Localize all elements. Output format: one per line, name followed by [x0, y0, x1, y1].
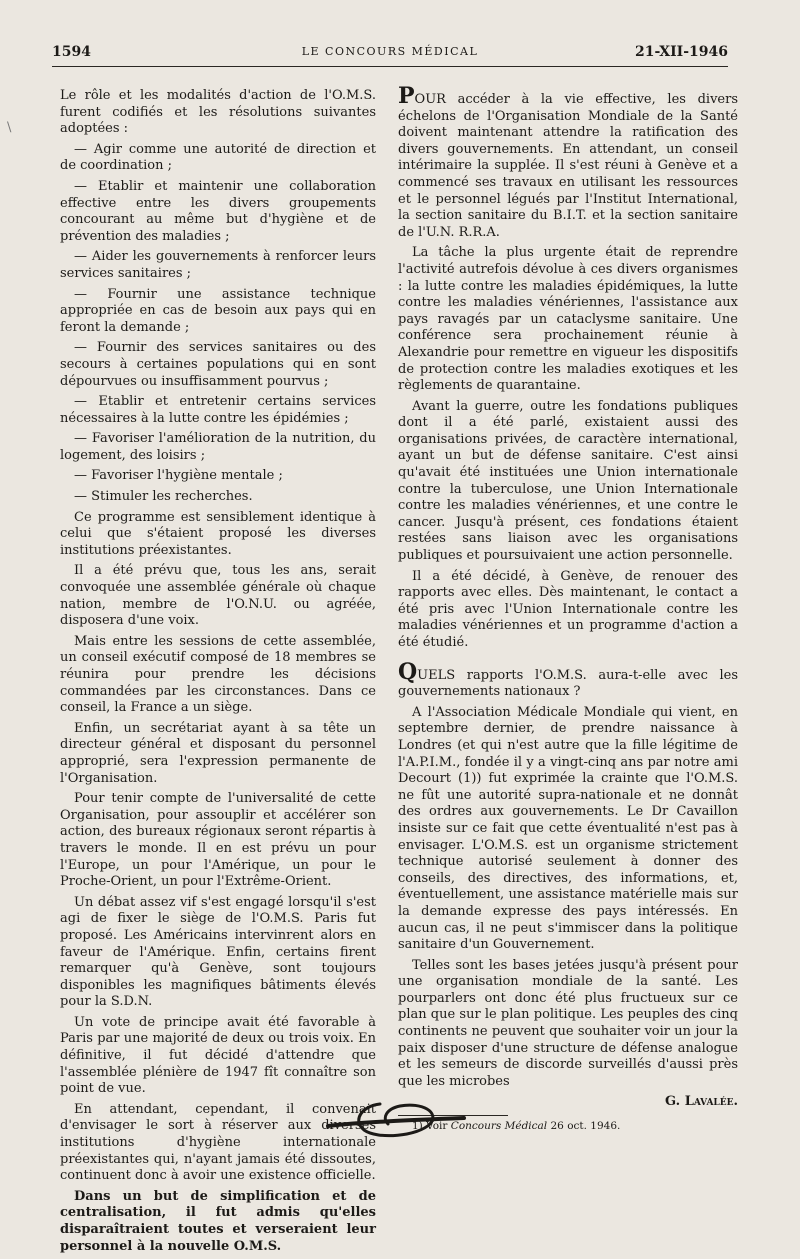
- paragraph: Avant la guerre, outre les fondations publiques dont il a été parlé, existaient aussi des organisations privées, de caractère international, ayant un but de défense sanitaire. C'est ainsi qu'avait été instituées une Union internationale contre la tuberculose, une Union Internationale contre les maladies vénériennes, et une contre le cancer. Jusqu'à présent, ces fondations étaient restées sans liaison avec les organisations publiques et poursuivaient une action personnelle.: [398, 398, 738, 564]
- resolution-item: — Aider les gouvernements à renforcer leurs services sanitaires ;: [60, 249, 376, 281]
- resolution-item: — Favoriser l'amélioration de la nutrition, du logement, des loisirs ;: [60, 431, 376, 463]
- issue-date: 21-XII-1946: [634, 44, 728, 60]
- journal-title: LE CONCOURS MÉDICAL: [301, 45, 479, 58]
- resolution-item: — Fournir des services sanitaires ou des secours à certaines populations qui en sont dépourvues ou insuffisamment pourvus ;: [60, 340, 376, 389]
- page-number: 1594: [52, 44, 91, 60]
- paragraph: A l'Association Médicale Mondiale qui vient, en septembre dernier, de prendre naissance à Londres (et qui n'est autre que la fille légitime de l'A.P.I.M., fondée il y a vingt-cinq ans par notre ami Decourt (1)) fut exprimée la crainte que l'O.M.S. ne fût une autorité supra-nationale et ne donnât des ordres aux gouvernements. Le Dr Cavaillon insiste sur ce fait que cette éventualité n'est pas à envisager. L'O.M.S. est un organisme strictement technique autorisé seulement à donner des conseils, des directives, des informations, et, éventuellement, une assistance matérielle mais sur la demande expresse des pays intéressés. En aucun cas, il ne peut s'immiscer dans la politique sanitaire d'un Gouvernement.: [398, 704, 738, 953]
- section-question: [398, 658, 738, 701]
- resolution-item: — Etablir et entretenir certains services nécessaires à la lutte contre les épidémies ;: [60, 394, 376, 426]
- paragraph: Mais entre les sessions de cette assemblée, un conseil exécutif composé de 18 membres se réunira pour prendre les décisions commandées par les circonstances. Dans ce conseil, la France a un siège.: [60, 633, 376, 716]
- paragraph: Ce programme est sensiblement identique à celui que s'étaient proposé les diverses institutions préexistantes.: [60, 509, 376, 558]
- drop-cap: P: [398, 83, 415, 109]
- drop-cap: Q: [398, 658, 418, 685]
- paragraph: Pour tenir compte de l'universalité de cette Organisation, pour assouplir et accélérer son action, des bureaux régionaux seront répartis à travers le monde. Il en est prévu un pour l'Europe, un pour l'Amérique, un pour le Proche-Orient, un pour l'Extrême-Orient.: [60, 791, 376, 890]
- paragraph: Telles sont les bases jetées jusqu'à présent pour une organisation mondiale de la santé. Les pourparlers ont donc été plus fructueux sur ce plan que sur le plan politique. Les peuples des cinq continents ne peuvent que souhaiter voir un jour la paix disposer d'une structure de défense analogue et les semeurs de discorde surveillés d'aussi près que les microbes: [398, 957, 738, 1089]
- footnote-suffix: 26 oct. 1946.: [547, 1120, 621, 1133]
- paragraph: Un débat assez vif s'est engagé lorsqu'il s'est agi de fixer le siège de l'O.M.S. Paris fut proposé. Les Américains intervinrent alors en faveur de l'Amérique. Enfin, certains firent remarquer qu'à Genève, sont toujours disponibles les magnifiques bâtiments élevés pour la S.D.N.: [60, 894, 376, 1010]
- margin-mark: \: [7, 120, 12, 135]
- footnote-prefix: 1) Voir: [412, 1120, 451, 1133]
- paragraph: La tâche la plus urgente était de reprendre l'activité autrefois dévolue à ces divers organismes : la lutte contre les maladies épidémiques, la lutte contre les maladies vénériennes, l'assistance aux pays ravagés par un cataclysme sanitaire. Une conférence sera prochainement réunie à Alexandrie pour remettre en vigueur les dispositifs de protection contre les maladies exotiques et les règlements de quarantaine.: [398, 245, 738, 394]
- ornament-flourish-icon: [322, 1096, 472, 1142]
- paragraph-text: accéder à la vie effective, les divers échelons de l'Organisation Mondiale de la Santé doivent maintenant attendre la ratification des divers gouvernements. En attendant, un conseil intérimaire la supplée. Il s'est réuni à Genève et a commencé ses travaux en utilisant les ressources et le personnel légués par l'Institut International, la section sanitaire du B.I.T. et la section sanitaire de l'U.N. R.R.A.: [398, 92, 738, 240]
- section-opening-paragraph: [398, 83, 738, 241]
- footnote-journal: Concours Médical: [450, 1120, 548, 1133]
- lead-in: UELS: [417, 667, 456, 683]
- right-column: [398, 83, 738, 1137]
- paragraph: Enfin, un secrétariat ayant à sa tête un directeur général et disposant du personnel approprié, sera l'expression permanente de l'Organisation.: [60, 720, 376, 786]
- paragraph: Le rôle et les modalités d'action de l'O.M.S. furent codifiés et les résolutions suivantes adoptées :: [60, 88, 376, 137]
- resolution-item: — Stimuler les recherches.: [74, 489, 253, 505]
- resolution-item: — Fournir une assistance technique appropriée en cas de besoin aux pays qui en feront la demande ;: [60, 286, 376, 335]
- resolution-item: — Favoriser l'hygiène mentale ;: [74, 468, 283, 484]
- lead-in: OUR: [414, 92, 446, 107]
- running-header: [52, 44, 728, 67]
- question-text: rapports l'O.M.S. aura-t-elle avec les gouvernements nationaux ?: [398, 667, 738, 700]
- left-column: [60, 88, 376, 1259]
- paragraph: Dans un but de simplification et de centralisation, il fut admis qu'elles disparaîtraient toutes et verseraient leur personnel à la nouvelle O.M.S.: [60, 1188, 376, 1254]
- paragraph: Il a été prévu que, tous les ans, serait convoquée une assemblée générale où chaque nation, membre de l'O.N.U. ou agréée, disposera d'une voix.: [60, 563, 376, 629]
- resolution-item: — Etablir et maintenir une collaboration effective entre les divers groupements concourant au même but d'hygiène et de prévention des maladies ;: [60, 178, 376, 244]
- paragraph: Il a été décidé, à Genève, de renouer des rapports avec elles. Dès maintenant, le contact a été pris avec l'Union Internationale contre les maladies vénériennes et un programme d'action a été étudié.: [398, 568, 738, 650]
- resolution-item: — Agir comme une autorité de direction et de coordination ;: [60, 141, 376, 174]
- paragraph: Un vote de principe avait été favorable à Paris par une majorité de deux ou trois voix. En définitive, il fut décidé d'attendre que l'assemblée plénière de 1947 fît connaître son point de vue.: [60, 1014, 376, 1097]
- author-signature: G. Lavalée.: [665, 1094, 738, 1110]
- paragraph: En attendant, cependant, il convenait d'envisager le sort à réserver aux diverses institutions d'hygiène internationale préexistantes qui, n'ayant jamais été dissoutes, continuent donc à avoir une existence officielle.: [60, 1101, 376, 1184]
